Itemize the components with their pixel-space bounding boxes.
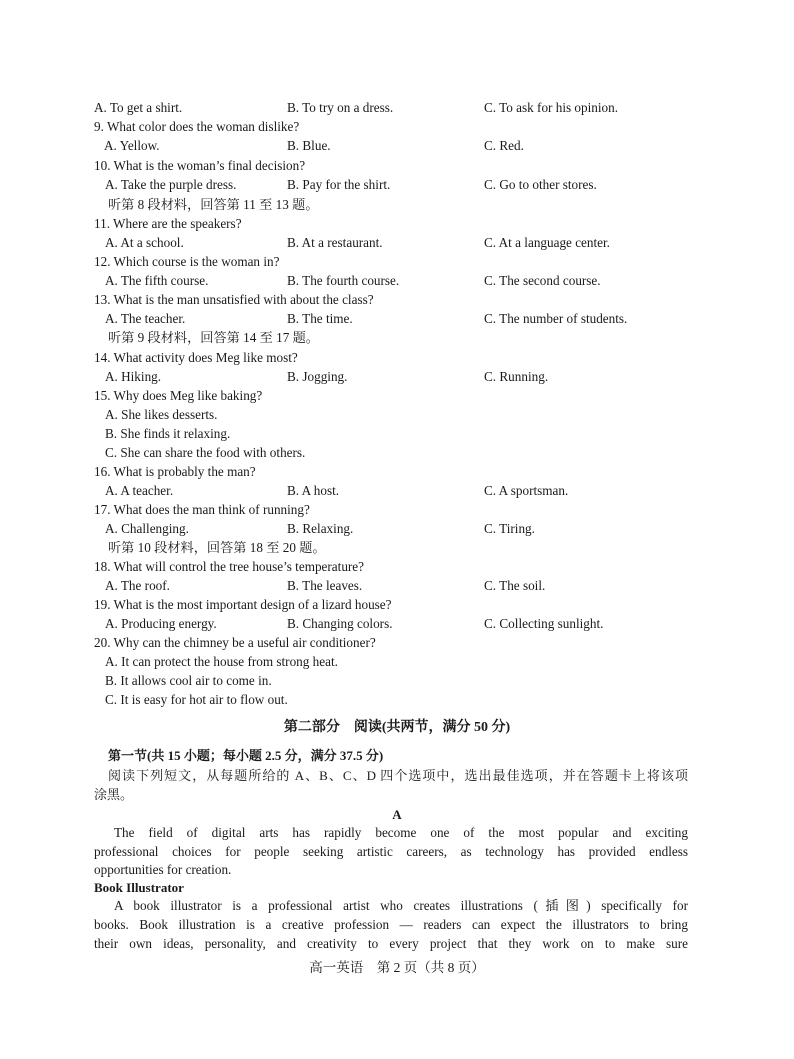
option-b: B. It allows cool air to come in. — [105, 673, 272, 688]
option-a: A. At a school. — [105, 235, 184, 250]
question-14-options — [0, 368, 794, 386]
option-c: C. Tiring. — [484, 521, 535, 536]
option-b: B. The leaves. — [287, 578, 363, 593]
part-2-title: 第二部分 阅读(共两节，满分 50 分) — [283, 720, 511, 735]
question-stem: 16. What is probably the man? — [94, 464, 256, 479]
subheading: Book Illustrator — [94, 880, 184, 895]
question-20-option-a — [0, 653, 794, 671]
option-c: C. A sportsman. — [484, 483, 569, 498]
option-b: B. At a restaurant. — [287, 235, 383, 250]
question-8-options — [0, 99, 794, 117]
option-b: B. The fourth course. — [287, 273, 400, 288]
section-instruction: 听第 9 段材料，回答第 14 至 17 题。 — [108, 330, 319, 345]
option-b: B. A host. — [287, 483, 340, 498]
option-a: A. Producing energy. — [105, 616, 217, 631]
instruction-text: 涂黑。 — [94, 787, 134, 802]
section-9-instruction — [0, 329, 794, 347]
question-18-options — [0, 577, 794, 595]
book-illustrator-heading — [0, 879, 794, 897]
paragraph-1-line-2: professional choices for people seeking artistic careers, as technology has provided endless — [94, 844, 688, 859]
question-12-options — [0, 272, 794, 290]
page-footer: 高一英语 第 2 页（共 8 页） — [309, 960, 485, 975]
question-15-option-b — [0, 425, 794, 443]
question-11-options — [0, 234, 794, 252]
question-11-stem — [0, 215, 794, 233]
paragraph-text: opportunities for creation. — [94, 862, 232, 877]
section-instruction: 听第 10 段材料，回答第 18 至 20 题。 — [108, 540, 326, 555]
option-b: B. Pay for the shirt. — [287, 177, 391, 192]
option-a: A. A teacher. — [105, 483, 174, 498]
question-stem: 18. What will control the tree house’s temperature? — [94, 559, 365, 574]
question-14-stem — [0, 349, 794, 367]
option-c: C. The number of students. — [484, 311, 628, 326]
option-a: A. She likes desserts. — [105, 407, 218, 422]
option-a: A. The teacher. — [105, 311, 186, 326]
option-a: A. The roof. — [105, 578, 170, 593]
section-8-instruction — [0, 196, 794, 214]
option-c: C. It is easy for hot air to flow out. — [105, 692, 288, 707]
question-9-options — [0, 137, 794, 155]
option-b: B. The time. — [287, 311, 353, 326]
question-20-option-b — [0, 672, 794, 690]
option-b: B. Jogging. — [287, 369, 348, 384]
question-stem: 9. What color does the woman dislike? — [94, 119, 300, 134]
paragraph-2-line-1: A book illustrator is a professional artist who creates illustrations (插图) specifically for — [114, 898, 688, 913]
option-c: C. Red. — [484, 138, 524, 153]
option-b: B. She finds it relaxing. — [105, 426, 231, 441]
option-b: B. Changing colors. — [287, 616, 393, 631]
option-a: A. Challenging. — [105, 521, 189, 536]
question-16-options — [0, 482, 794, 500]
option-b: B. Relaxing. — [287, 521, 354, 536]
question-stem: 17. What does the man think of running? — [94, 502, 310, 517]
question-15-option-a — [0, 406, 794, 424]
question-19-options — [0, 615, 794, 633]
question-18-stem — [0, 558, 794, 576]
question-stem: 11. Where are the speakers? — [94, 216, 242, 231]
part-2-section-1-heading — [0, 747, 794, 765]
question-stem: 10. What is the woman’s final decision? — [94, 158, 306, 173]
option-c: C. Go to other stores. — [484, 177, 597, 192]
option-c: C. The soil. — [484, 578, 546, 593]
question-20-stem — [0, 634, 794, 652]
question-20-option-c — [0, 691, 794, 709]
option-b: B. Blue. — [287, 138, 331, 153]
question-stem: 20. Why can the chimney be a useful air conditioner? — [94, 635, 376, 650]
question-17-stem — [0, 501, 794, 519]
question-13-options — [0, 310, 794, 328]
option-a: A. Yellow. — [104, 138, 160, 153]
paragraph-2-line-3: their own ideas, personality, and creativity to every project that they work on to make sure — [94, 936, 688, 951]
question-15-stem — [0, 387, 794, 405]
paragraph-2-line-2: books. Book illustration is a creative profession — readers can expect the illustrators to bring — [94, 917, 688, 932]
option-b: B. To try on a dress. — [287, 100, 394, 115]
paragraph-1-line-3 — [0, 861, 794, 879]
question-stem: 12. Which course is the woman in? — [94, 254, 280, 269]
question-10-stem — [0, 157, 794, 175]
instruction-line-2 — [0, 786, 794, 804]
option-c: C. The second course. — [484, 273, 601, 288]
question-stem: 13. What is the man unsatisfied with about the class? — [94, 292, 374, 307]
question-13-stem — [0, 291, 794, 309]
question-10-options — [0, 176, 794, 194]
passage-letter: A — [392, 807, 402, 822]
option-c: C. Running. — [484, 369, 549, 384]
section-10-instruction — [0, 539, 794, 557]
question-19-stem — [0, 596, 794, 614]
option-a: A. To get a shirt. — [94, 100, 183, 115]
section-instruction: 听第 8 段材料，回答第 11 至 13 题。 — [108, 197, 319, 212]
question-12-stem — [0, 253, 794, 271]
question-17-options — [0, 520, 794, 538]
question-9-stem — [0, 118, 794, 136]
option-a: A. The fifth course. — [105, 273, 209, 288]
paragraph-1-line-1: The field of digital arts has rapidly become one of the most popular and exciting — [114, 825, 688, 840]
question-stem: 15. Why does Meg like baking? — [94, 388, 263, 403]
section-heading: 第一节(共 15 小题；每小题 2.5 分，满分 37.5 分) — [108, 748, 384, 763]
option-c: C. Collecting sunlight. — [484, 616, 604, 631]
option-c: C. To ask for his opinion. — [484, 100, 619, 115]
question-15-option-c — [0, 444, 794, 462]
instruction-line-1: 阅读下列短文，从每题所给的 A、B、C、D 四个选项中，选出最佳选项，并在答题卡上将该项 — [108, 768, 688, 783]
option-c: C. She can share the food with others. — [105, 445, 306, 460]
option-c: C. At a language center. — [484, 235, 610, 250]
question-stem: 19. What is the most important design of a lizard house? — [94, 597, 392, 612]
question-stem: 14. What activity does Meg like most? — [94, 350, 298, 365]
option-a: A. Hiking. — [105, 369, 162, 384]
option-a: A. It can protect the house from strong heat. — [105, 654, 338, 669]
question-16-stem — [0, 463, 794, 481]
option-a: A. Take the purple dress. — [105, 177, 237, 192]
